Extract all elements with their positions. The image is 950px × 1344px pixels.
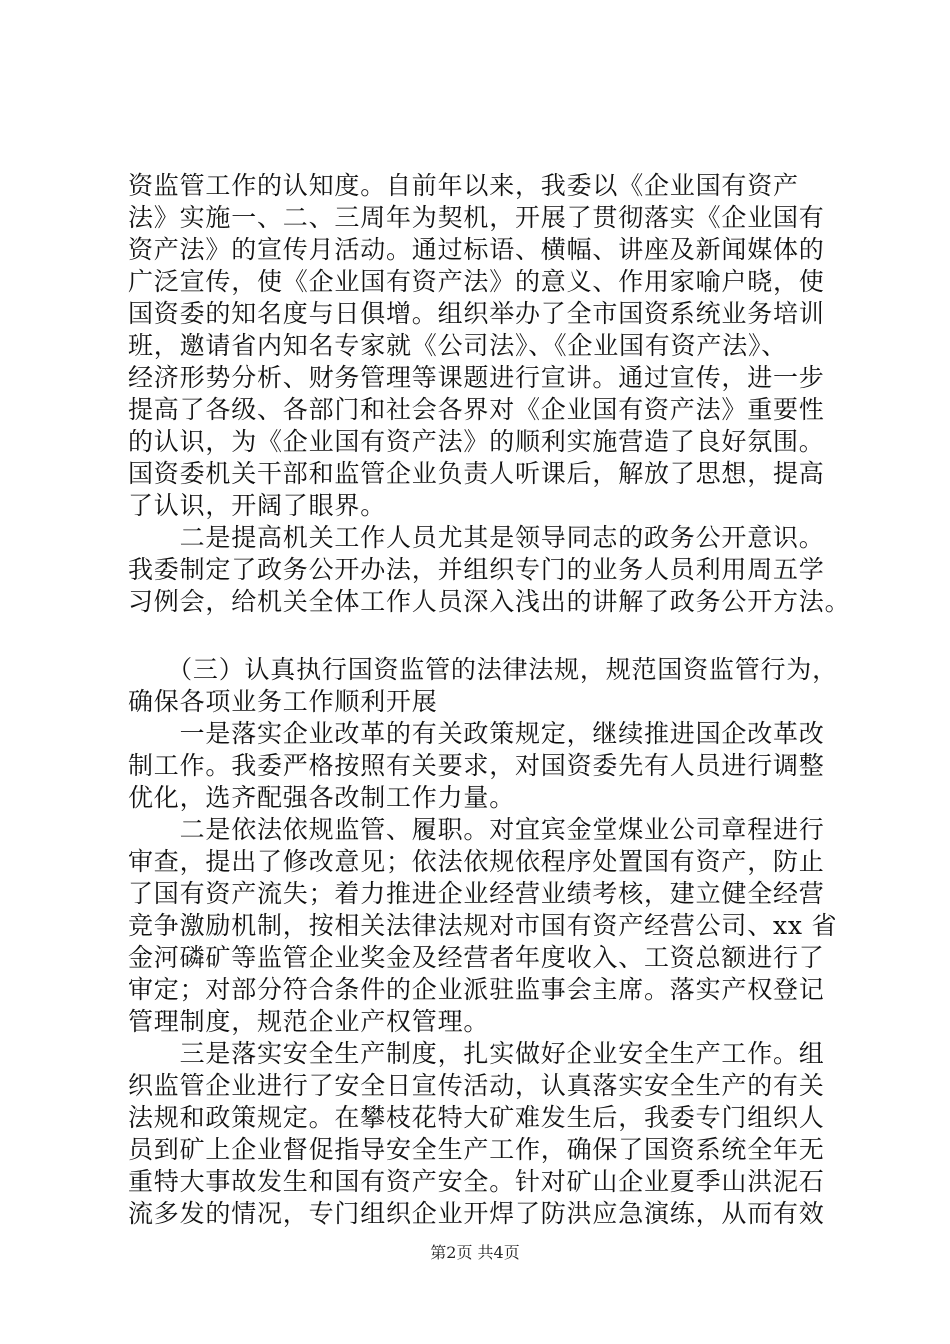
text-line: 审定；对部分符合条件的企业派驻监事会主席。落实产权登记: [128, 975, 825, 1004]
text-line: 资监管工作的认知度。自前年以来，我委以《企业国有资产: [128, 171, 799, 200]
text-line: 提高了各级、各部门和社会各界对《企业国有资产法》重要性: [128, 395, 825, 424]
text-line: 班，邀请省内知名专家就《公司法》、《企业国有资产法》、: [128, 331, 788, 360]
paragraph-gap: [128, 618, 840, 654]
text-line: 国资委机关干部和监管企业负责人听课后，解放了思想，提高: [128, 459, 825, 488]
text-line: 管理制度，规范企业产权管理。: [128, 1007, 490, 1036]
text-line: 了认识，开阔了眼界。: [128, 491, 387, 520]
text-block-2: [128, 654, 840, 1230]
text-line: 了国有资产流失；着力推进企业经营业绩考核，建立健全经营: [128, 879, 825, 908]
section-heading-line: （三）认真执行国资监管的法律法规，规范国资监管行为，: [128, 655, 838, 684]
page-number-footer: 第2页 共4页: [430, 1243, 520, 1262]
text-line: 经济形势分析、财务管理等课题进行宣讲。通过宣传，进一步: [128, 363, 825, 392]
text-line: 审查，提出了修改意见；依法依规依程序处置国有资产，防止: [128, 847, 825, 876]
text-line: 二是提高机关工作人员尤其是领导同志的政务公开意识。: [128, 523, 825, 552]
text-line: 竞争激励机制，按相关法律法规对市国有资产经营公司、xx 省: [128, 911, 838, 940]
text-block-1: [128, 170, 851, 618]
text-line: 法》实施一、二、三周年为契机，开展了贯彻落实《企业国有: [128, 203, 825, 232]
text-line: 制工作。我委严格按照有关要求，对国资委先有人员进行调整: [128, 751, 825, 780]
text-line: 习例会，给机关全体工作人员深入浅出的讲解了政务公开方法。: [128, 587, 851, 616]
text-line: 国资委的知名度与日俱增。组织举办了全市国资系统业务培训: [128, 299, 825, 328]
text-line: 我委制定了政务公开办法，并组织专门的业务人员利用周五学: [128, 555, 825, 584]
text-line: 优化，选齐配强各改制工作力量。: [128, 783, 516, 812]
document-body: [128, 170, 851, 1230]
text-line: 员到矿上企业督促指导安全生产工作，确保了国资系统全年无: [128, 1135, 825, 1164]
text-line: 流多发的情况，专门组织企业开焊了防洪应急演练，从而有效: [128, 1199, 825, 1228]
text-line: 的认识，为《企业国有资产法》的顺利实施营造了良好氛围。: [128, 427, 825, 456]
text-line: 三是落实安全生产制度，扎实做好企业安全生产工作。组: [128, 1039, 825, 1068]
text-line: 资产法》的宣传月活动。通过标语、横幅、讲座及新闻媒体的: [128, 235, 825, 264]
text-line: 重特大事故发生和国有资产安全。针对矿山企业夏季山洪泥石: [128, 1167, 825, 1196]
text-line: 广泛宣传，使《企业国有资产法》的意义、作用家喻户晓，使: [128, 267, 825, 296]
text-line: 法规和政策规定。在攀枝花特大矿难发生后，我委专门组织人: [128, 1103, 825, 1132]
text-line: 一是落实企业改革的有关政策规定，继续推进国企改革改: [128, 719, 825, 748]
text-line: 二是依法依规监管、履职。对宜宾金堂煤业公司章程进行: [128, 815, 825, 844]
text-line: 织监管企业进行了安全日宣传活动，认真落实安全生产的有关: [128, 1071, 825, 1100]
section-heading-line: 确保各项业务工作顺利开展: [128, 687, 438, 716]
text-line: 金河磷矿等监管企业奖金及经营者年度收入、工资总额进行了: [128, 943, 825, 972]
